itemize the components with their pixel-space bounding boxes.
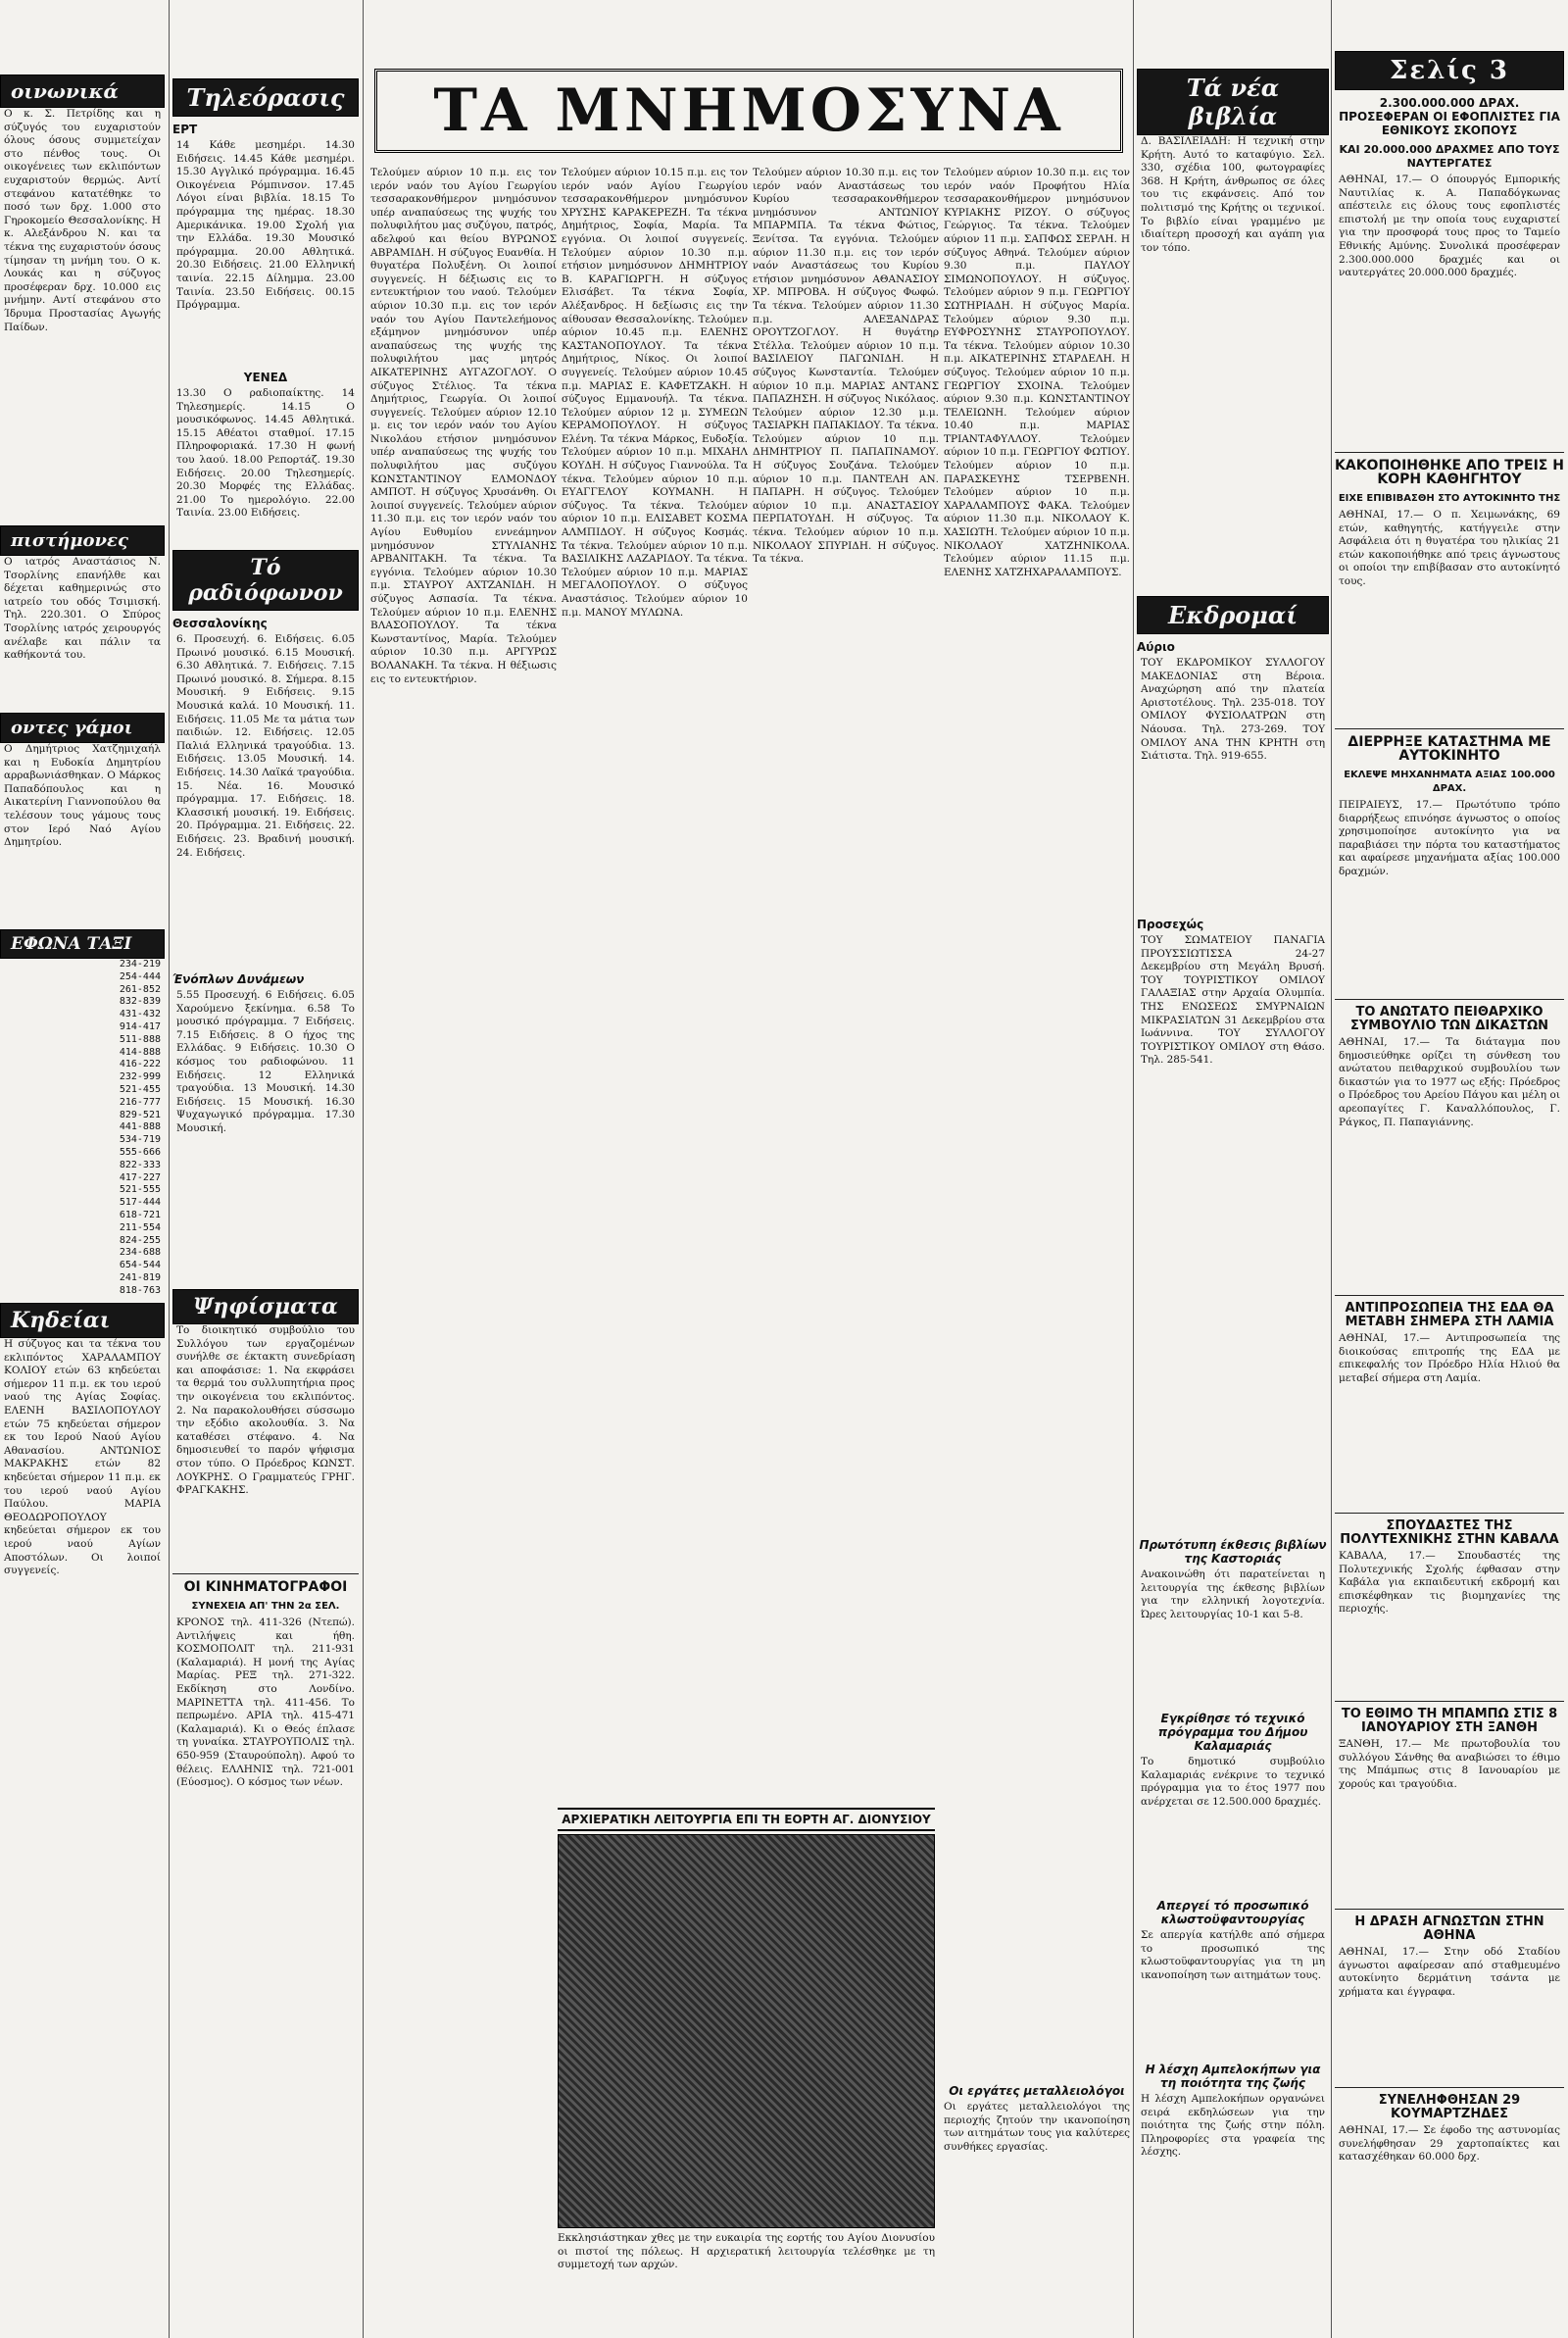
- rule: [1335, 999, 1564, 1000]
- headline-students: ΣΠΟΥΔΑΣΤΕΣ ΤΗΣ ΠΟΛΥΤΕΧΝΙΚΗΣ ΣΤΗΝ ΚΑΒΑΛΑ: [1340, 1518, 1559, 1547]
- headline-burglary: ΔΙΕΡΡΗΞΕ ΚΑΤΑΣΤΗΜΑ ΜΕ ΑΥΤΟΚΙΝΗΤΟ: [1348, 734, 1551, 764]
- headline-shipowners: 2.300.000.000 ΔΡΑΧ. ΠΡΟΣΕΦΕΡΑΝ ΟΙ ΕΦΟΠΛΙΣΤΕΣ ΓΙΑ ΕΘΝΙΚΟΥΣ ΣΚΟΠΟΥΣ: [1339, 96, 1560, 137]
- tv-banner: Τηλεόρασις: [172, 78, 359, 117]
- taxi-phone-number: 431-432: [119, 1009, 161, 1020]
- funerals-banner: Κηδείαι: [0, 1303, 165, 1338]
- rule: [1335, 1295, 1564, 1296]
- taxi-phone-number: 521-455: [119, 1083, 161, 1095]
- exhibition-title: Πρωτότυπη έκθεσις βιβλίων της Καστοριάς: [1139, 1538, 1327, 1566]
- taxi-phone-number: 441-888: [119, 1121, 161, 1133]
- yened-heading: ΥΕΝΕΔ: [243, 371, 288, 384]
- rule: [1335, 2087, 1564, 2088]
- news-column: [1335, 0, 1564, 2338]
- taxi-phone-number: 618-721: [119, 1209, 161, 1220]
- rule: [1335, 728, 1564, 729]
- subhead-seamen: ΚΑΙ 20.000.000 ΔΡΑΧΜΕΣ ΑΠΟ ΤΟΥΣ ΝΑΥΤΕΡΓΑΤΕΣ: [1339, 143, 1560, 170]
- headline-gamblers: ΣΥΝΕΛΗΦΘΗΣΑΝ 29 ΚΟΥΜΑΡΤΖΗΔΕΣ: [1378, 2093, 1521, 2121]
- tomorrow-heading: Αύριο: [1137, 640, 1175, 654]
- liturgy-photo-title: ΑΡΧΙΕΡΑΤΙΚΗ ΛΕΙΤΟΥΡΓΙΑ ΕΠΙ ΤΗ ΕΟΡΤΗ ΑΓ. ΔΙΟΝΥΣΙΟΥ: [558, 1808, 935, 1831]
- taxi-phone-number: 416-222: [119, 1059, 161, 1070]
- tomorrow-excursions: ΤΟΥ ΕΚΔΡΟΜΙΚΟΥ ΣΥΛΛΟΓΟΥ ΜΑΚΕΔΟΝΙΑΣ στη Βέροια. Αναχώρηση από την πλατεία Αριστοτέλους. Τηλ. 235-018. ΤΟΥ ΟΜΙΛΟΥ ΦΥΣΙΟΛΑΤΡΩΝ στη Νάουσα. Τηλ. 273-269. ΤΟΥ ΟΜΙΛΟΥ ΑΝΑ ΤΗΝ ΚΡΗΤΗ στη Σιάτιστα. Τηλ. 919-655.: [1141, 657, 1325, 763]
- taxi-phone-number: 414-888: [119, 1046, 161, 1058]
- excursions-banner: Εκδρομαί: [1137, 596, 1329, 634]
- strike-title: Απεργεί τό προσωπικό κλωστοϋφαντουργίας: [1156, 1899, 1309, 1926]
- resolutions-banner: Ψηφίσματα: [172, 1289, 359, 1324]
- liturgy-photo-caption: Εκκλησιάστηκαν χθες με την ευκαιρία της εορτής του Αγίου Διονυσίου οι πιστοί της πόλεως. Η αρχιερατική λειτουργία τελέσθηκε με τη συμμετοχή των αρχών.: [558, 2232, 935, 2271]
- upcoming-heading: Προσεχώς: [1137, 918, 1204, 931]
- story-custom: ΞΑΝΘΗ, 17.— Με πρωτοβουλία του συλλόγου Σάνθης θα αναβιώσει το έθιμο της Μπάμπως στις 8 Ιανουαρίου με χορούς και τραγούδια.: [1339, 1738, 1560, 1790]
- column-rule: [1331, 0, 1332, 2338]
- club-text: Η λέσχη Αμπελοκήπων οργανώνει σειρά εκδηλώσεων για την ποιότητα της ζωής στην πόλη. Πληροφορίες στα γραφεία της λέσχης.: [1141, 2093, 1325, 2159]
- rule: [1335, 1701, 1564, 1702]
- taxi-phone-number: 417-227: [119, 1171, 161, 1183]
- taxi-phone-number: 818-763: [119, 1284, 161, 1296]
- taxi-phone-number: 241-819: [119, 1271, 161, 1283]
- exhibition-text: Ανακοινώθη ότι παρατείνεται η λειτουργία της έκθεσης βιβλίων για την ελληνική λογοτεχνία. Ώρες λειτουργίας 10-1 και 5-8.: [1141, 1568, 1325, 1620]
- taxi-phone-number: 232-999: [119, 1071, 161, 1083]
- left-strip: [0, 0, 165, 2338]
- headline-judges: ΤΟ ΑΝΩΤΑΤΟ ΠΕΙΘΑΡΧΙΚΟ ΣΥΜΒΟΥΛΙΟ ΤΩΝ ΔΙΚΑΣΤΩΝ: [1349, 1005, 1549, 1033]
- headline-custom: ΤΟ ΕΘΙΜΟ ΤΗ ΜΠΑΜΠΩ ΣΤΙΣ 8 ΙΑΝΟΥΑΡΙΟΥ ΣΤΗ ΞΑΝΘΗ: [1341, 1707, 1558, 1735]
- story-shipowners: ΑΘΗΝΑΙ, 17.— Ο όπουργός Εμπορικής Ναυτιλίας κ. Α. Παπαδόγκωνας απέστειλε εις όλους τους εφοπλιστές επιστολή με την οποία τους ευχαριστεί για την προσφορά τους προς το Ταμείο Εθνικής Αμύνης. Συνολικά προσέφεραν 2.300.000.000 δραχμές και οι ναυτεργάτες 20.000.000 δραχμές.: [1339, 174, 1560, 279]
- headline-thieves: Η ΔΡΑΣΗ ΑΓΝΩΣΤΩΝ ΣΤΗΝ ΑΘΗΝΑ: [1354, 1915, 1544, 1943]
- taxi-phone-number: 654-544: [119, 1260, 161, 1271]
- memorials-block: [367, 0, 1131, 2338]
- rule: [1335, 452, 1564, 453]
- rule: [1335, 1909, 1564, 1910]
- memorials-col-3: Τελούμεν αύριον 10.30 π.μ. εις τον ιερόν ναόν Αναστάσεως του Κυρίου τεσσαρακονθήμερον μνημόσυνον ΑΝΤΩΝΙΟΥ ΜΠΑΡΜΠΑ. Τα τέκνα Φώτιος, Ξενίτσα. Τα εγγόνια. Τελούμεν αύριον 11.30 π.μ. εις τον ιερόν ναόν Αναστάσεως του Κυρίου ετήσιον μνημόσυνον ΑΘΑΝΑΣΙΟΥ ΧΡ. ΜΠΡΟΒΑ. Η σύζυγος Φωφώ. Τα τέκνα. Τελούμεν αύριον 11.30 π.μ. ΑΛΕΞΑΝΔΡΑΣ ΟΡΟΥΤΖΟΓΛΟΥ. Η θυγάτηρ Στέλλα. Τελούμεν αύριον 10 π.μ. ΒΑΣΙΛΕΙΟΥ ΠΑΓΩΝΙΔΗ. Η σύζυγος Κωνσταντία. Τελούμεν αύριον 10 π.μ. ΜΑΡΙΑΣ ΑΝΤΑΝΣ ΠΑΠΑΖΗΣΗ. Η σύζυγος Νικόλαος. Τελούμεν αύριον 12.30 μ.μ. ΤΑΣΙΑΡΚΗ ΠΑΠΑΚΙΔΟΥ. Τα τέκνα. Τελούμεν αύριον 10 π.μ. ΔΗΜΗΤΡΙΟΥ Π. ΠΑΠΑΠΝΑΜΟΥ. Η σύζυγος Σουζάνα. Τελούμεν αύριον 10 π.μ. ΠΑΝΤΕΛΗ ΑΝ. ΠΑΠΑΡΗ. Η σύζυγος. Τελούμεν αύριον 10 π.μ. ΑΝΑΣΤΑΣΙΟΥ ΠΕΡΠΑΤΟΥΔΗ. Η σύζυγος. Τα τέκνα. Τελούμεν αύριον 10 π.μ. ΝΙΚΟΛΑΟΥ ΣΠΥΡΙΔΗ. Η σύζυγος. Τα τέκνα.: [753, 167, 939, 566]
- program-title: Εγκρίθησε τό τεχνικό πρόγραμμα του Δήμου Καλαμαριάς: [1157, 1712, 1308, 1753]
- miners-text: Οι εργάτες μεταλλειολόγοι της περιοχής ζητούν την ικανοποίηση των αιτημάτων τους για καλύτερες συνθήκες εργασίας.: [944, 2101, 1130, 2153]
- taxi-phone-number: 211-554: [119, 1221, 161, 1233]
- yened-program: 13.30 Ο ραδιοπαίκτης. 14 Τηλεσημερίς. 14.15 Ο μουσικόφωνος. 14.45 Αθλητικά. 15.15 Αθέατοι σταθμοί. 17.15 Πληροφοριακά. 17.30 Η φωνή του λαού. 18.00 Ρεπορτάζ. 19.30 Ειδήσεις. 20.00 Τηλεσημερίς. 20.30 Μορφές της Ελλάδας. 21.00 Το ημερολόγιο. 22.00 Ταινία. 23.00 Ειδήσεις.: [176, 387, 355, 520]
- strike-text: Σε απεργία κατήλθε από σήμερα το προσωπικό της κλωστοϋφαντουργίας για τη μη ικανοποίηση των αιτημάτων τους.: [1141, 1929, 1325, 1981]
- thessaloniki-heading: Θεσσαλονίκης: [172, 617, 268, 630]
- taxi-phone-number: 511-888: [119, 1033, 161, 1045]
- taxi-phone-number: 534-719: [119, 1134, 161, 1146]
- taxi-phone-number: 234-219: [119, 959, 161, 970]
- taxi-phone-number: 254-444: [119, 970, 161, 982]
- miners-title: Οι εργάτες μεταλλειολόγοι: [949, 2084, 1125, 2098]
- rule: [172, 1573, 359, 1574]
- taxi-phone-number: 555-666: [119, 1146, 161, 1158]
- social-banner: οινωνικά: [0, 75, 165, 108]
- weddings-text: Ο Δημήτριος Χατζημιχαήλ και η Ευδοκία Δημητρίου αρραβωνιάσθηκαν. Ο Μάρκος Παπαδόπουλος και η Αικατερίνη Γιαννοπούλου θα τελέσουν τους γάμους τους στον Ιερό Ναό Αγίου Δημητρίου.: [4, 743, 161, 849]
- memorials-title: ΤΑ ΜΝΗΜΟΣΥΝΑ: [374, 69, 1123, 153]
- taxi-phone-number: 914-417: [119, 1020, 161, 1032]
- story-burglary: ΠΕΙΡΑΙΕΥΣ, 17.— Πρωτότυπο τρόπο διαρρήξεως επινόησε άγνωστος ο οποίος χρησιμοποίησε αυτοκίνητο για να παραβιάσει την πόρτα του καταστήματος και αφαίρεσε μηχανήματα αξίας 100.000 δραχμών.: [1339, 799, 1560, 877]
- cinemas-text: ΚΡΟΝΟΣ τηλ. 411-326 (Ντεπώ). Αντιλήψεις και ήθη. ΚΟΣΜΟΠΟΛΙΤ τηλ. 211-931 (Καλαμαριά). Η μονή της Αγίας Μαρίας. ΡΕΞ τηλ. 271-322. Εκδίκηση στο Λονδίνο. ΜΑΡΙΝΕΤΤΑ τηλ. 411-456. Το πεπρωμένο. ΑΡΙΑ τηλ. 415-471 (Καλαμαριά). Κι ο Θεός έπλασε τη γυναίκα. ΣΤΑΥΡΟΥΠΟΛΙΣ τηλ. 650-959 (Σταυρούπολη). Αφού το θέλεις. ΕΛΛΗΝΙΣ τηλ. 721-001 (Εύοσμος). Ο κόσμος των νέων.: [176, 1617, 355, 1789]
- armed-forces-heading: Ένόπλων Δυνάμεων: [172, 972, 305, 986]
- taxi-phone-number: 521-555: [119, 1184, 161, 1196]
- story-students: ΚΑΒΑΛΑ, 17.— Σπουδαστές της Πολυτεχνικής Σχολής έφθασαν στην Καβάλα για εκπαιδευτική εκδρομή και επισκέφθηκαν τις βιομηχανίες της περιοχής.: [1339, 1550, 1560, 1616]
- memorials-col-1: Τελούμεν αύριον 10 π.μ. εις τον ιερόν ναόν του Αγίου Γεωργίου τεσσαρακονθήμερον μνημόσυνον υπέρ αναπαύσεως της ψυχής του πολυφιλήτου μας συζύγου, πατρός, αδελφού και θείου ΒΥΡΩΝΟΣ ΑΒΡΑΜΙΔΗ. Η σύζυγος Ευανθία. Η θυγατέρα Πολυξένη. Οι λοιποί συγγενείς. Η δέξιωσις εις το εντευκτήριον του ναού. Τελούμεν αύριον 10.30 π.μ. εις τον ιερόν ναόν του Αγίου Παντελεήμονος εξάμηνον μνημόσυνον υπέρ αναπαύσεως της ψυχής της πολυφιλήτου μας μητρός ΑΙΚΑΤΕΡΙΝΗΣ ΑΥΓΑΖΟΓΛΟΥ. Ο σύζυγος Στέλιος. Τα τέκνα Δημήτριος, Γεωργία. Οι λοιποί συγγενείς. Τελούμεν αύριον 12.10 μ. εις τον ιερόν ναόν του Αγίου Νικολάου ετήσιον μνημόσυνον υπέρ αναπαύσεως της ψυχής του πολυφιλήτου μας συζύγου ΚΩΝΣΤΑΝΤΙΝΟΥ ΕΛΜΟΝΔΟΥ ΑΜΠΟΤ. Η σύζυγος Χρυσάνθη. Οι λοιποί συγγενείς. Τελούμεν αύριον 11.30 π.μ. εις τον ιερόν ναόν του Αγίου Ευθυμίου εννεάμηνον μνημόσυνον ΣΤΥΛΙΑΝΗΣ ΑΡΒΑΝΙΤΑΚΗ. Τα τέκνα. Τα εγγόνια. Τελούμεν αύριον 10.30 π.μ. ΣΤΑΥΡΟΥ ΑΧΤΖΑΝΙΔΗ. Η σύζυγος Ασπασία. Τα τέκνα. Τελούμεν αύριον 10 π.μ. ΕΛΕΝΗΣ ΒΛΑΣΟΠΟΥΛΟΥ. Τα τέκνα Κωνσταντίνος, Μαρία. Τελούμεν αύριον 10.30 π.μ. ΑΡΓΥΡΩΣ ΒΟΛΑΝΑΚΗ. Τα τέκνα. Η θέξιωσις εις το εντευκτήριον.: [370, 167, 557, 685]
- scientists-text: Ο ιατρός Αναστάσιος Ν. Τσορλίνης επανήλθε και δέχεται καθημερινώς στο ιατρείο του οδός Τσιμισκή. Τηλ. 220.301. Ο Σπύρος Τσορλίνης ιατρός χειρουργός ανέλαβε και πάλιν τα καθήκοντά του.: [4, 556, 161, 662]
- taxi-phone-number: 261-852: [119, 983, 161, 995]
- liturgy-photo-block: [558, 1802, 935, 2275]
- story-eda: ΑΘΗΝΑΙ, 17.— Αντιπροσωπεία της διοικούσας επιτροπής της ΕΔΑ με επικεφαλής τον Πρόεδρο Ηλία Ηλιού θα μεταβεί σήμερα στη Λαμία.: [1339, 1332, 1560, 1384]
- liturgy-photo: [558, 1834, 935, 2228]
- armed-forces-program: 5.55 Προσευχή. 6 Ειδήσεις. 6.05 Χαρούμενο ξεκίνημα. 6.58 Το μουσικό πρόγραμμα. 7 Ειδήσεις. 7.15 Ειδήσεις. 8 Ο ήχος της Ελλάδας. 9 Ειδήσεις. 10.30 Ο κόσμος του ραδιοφώνου. 11 Ειδήσεις. 12 Ελληνικά τραγούδια. 13 Μουσική. 14.30 Ειδήσεις. 15 Μουσική. 16.30 Ψυχαγωγικό πρόγραμμα. 17.30 Μουσική.: [176, 989, 355, 1134]
- ert-heading: ΕΡΤ: [172, 123, 198, 136]
- club-title: Η λέσχη Αμπελοκήπων για τη ποιότητα της ζωής: [1145, 2063, 1321, 2090]
- memorials-col-4: Τελούμεν αύριον 10.30 π.μ. εις τον ιερόν ναόν Προφήτου Ηλία τεσσαρακονθήμερον μνημόσυνον ΚΥΡΙΑΚΗΣ ΡΙΖΟΥ. Ο σύζυγος Γεώργιος. Τα τέκνα. Τελούμεν αύριον 11 π.μ. ΣΑΠΦΩΣ ΣΕΡΛΗ. Η σύζυγος Αθηνά. Τελούμεν αύριον 9.30 π.μ. ΠΑΥΛΟΥ ΣΙΜΩΝΟΠΟΥΛΟΥ. Η σύζυγος. Τελούμεν αύριον 9 π.μ. ΓΕΩΡΓΙΟΥ ΣΩΤΗΡΙΑΔΗ. Η σύζυγος Μαρία. Τελούμεν αύριον 9.30 π.μ. ΕΥΦΡΟΣΥΝΗΣ ΣΤΑΥΡΟΠΟΥΛΟΥ. Τα τέκνα. Τελούμεν αύριον 10.30 π.μ. ΑΙΚΑΤΕΡΙΝΗΣ ΣΤΑΡΔΕΛΗ. Η σύζυγος. Τελούμεν αύριον 10 π.μ. ΓΕΩΡΓΙΟΥ ΣΧΟΙΝΑ. Τελούμεν αύριον 9.30 π.μ. ΚΩΝΣΤΑΝΤΙΝΟΥ ΤΕΛΕΙΩΝΗ. Τελούμεν αύριον 10.40 π.μ. ΜΑΡΙΑΣ ΤΡΙΑΝΤΑΦΥΛΛΟΥ. Τελούμεν αύριον 10 π.μ. ΓΕΩΡΓΙΟΥ ΦΩΤΙΟΥ. Τελούμεν αύριον 10 π.μ. ΠΑΡΑΣΚΕΥΗΣ ΤΣΕΡΒΕΝΗ. Τελούμεν αύριον 10 π.μ. ΧΑΡΑΛΑΜΠΟΥΣ ΦΑΚΑ. Τελούμεν αύριον 11.30 π.μ. ΝΙΚΟΛΑΟΥ Κ. ΧΑΣΙΩΤΗ. Τελούμεν αύριον 10 π.μ. ΝΙΚΟΛΑΟΥ ΧΑΤΖΗΝΙΚΟΛΑ. Τελούμεν αύριον 11.15 π.μ. ΕΛΕΝΗΣ ΧΑΤΖΗΧΑΡΑΛΑΜΠΟΥΣ.: [944, 167, 1130, 578]
- taxi-phones-list: [0, 959, 165, 1297]
- subhead-assault: ΕΙΧΕ ΕΠΙΒΙΒΑΣΘΗ ΣΤΟ ΑΥΤΟΚΙΝΗΤΟ ΤΗΣ: [1338, 493, 1561, 504]
- social-text: Ο κ. Σ. Πετρίδης και η σύζυγός του ευχαριστούν όλους όσους συμμετείχαν στο πένθος τους. Οι οικογένειες των εκλιπόντων ευχαριστούν θερμώς. Αντί στεφάνου κατατέθηκε το ποσό των δρχ. 1.000 στο Γηροκομείο Θεσσαλονίκης. Η κ. Αλεξάνδρου Ν. και τα τέκνα της ευχαριστούν όσους τίμησαν τη μνήμη του. Ο κ. Λουκάς και η σύζυγος προσέφεραν δρχ. 10.000 εις μνήμην. Αντί στεφάνου στο Ίδρυμα Προστασίας Αγωγής Παίδων.: [4, 108, 161, 333]
- resolutions-text: Το διοικητικό συμβούλιο του Συλλόγου των εργαζομένων συνήλθε σε έκτακτη συνεδρίαση και αποφάσισε: 1. Να εκφράσει τα θερμά του συλλυπητήρια προς την οικογένεια του εκλιπόντος. 2. Να παρακολουθήσει σύσσωμο την εξόδιο ακολουθία. 3. Να καταθέσει στέφανο. 4. Να δημοσιευθεί το παρόν ψήφισμα στον τύπο. Ο Πρόεδρος ΚΩΝΣΤ. ΛΟΥΚΡΗΣ. Ο Γραμματεύς ΓΡΗΓ. ΦΡΑΓΚΑΚΗΣ.: [176, 1324, 355, 1497]
- taxi-phone-number: 822-333: [119, 1159, 161, 1170]
- taxi-phone-number: 824-255: [119, 1234, 161, 1246]
- radio-banner: Τό ραδιόφωνον: [172, 550, 359, 611]
- funerals-text: Η σύζυγος και τα τέκνα του εκλιπόντος ΧΑΡΑΛΑΜΠΟΥ ΚΟΛΙΟΥ ετών 63 κηδεύεται σήμερον 11 π.μ. εκ του ιερού ναού της Αγίας Σοφίας. ΕΛΕΝΗ ΒΑΣΙΛΟΠΟΥΛΟΥ ετών 75 κηδεύεται σήμερον εκ του Ιερού Ναού Αγίου Αθανασίου. ΑΝΤΩΝΙΟΣ ΜΑΚΡΑΚΗΣ ετών 82 κηδεύεται σήμερον 11 π.μ. εκ του ιερού ναού Αγίου Παύλου. ΜΑΡΙΑ ΘΕΟΔΩΡΟΠΟΥΛΟΥ κηδεύεται σήμερον εκ του ιερού ναού Αγίων Αποστόλων. Οι λοιποί συγγενείς.: [4, 1338, 161, 1577]
- books-banner: Τά νέα βιβλία: [1137, 69, 1329, 135]
- story-gamblers: ΑΘΗΝΑΙ, 17.— Σε έφοδο της αστυνομίας συνελήφθησαν 29 χαρτοπαίκτες και κατασχέθηκαν 60.000 δρχ.: [1339, 2124, 1560, 2164]
- upcoming-excursions: ΤΟΥ ΣΩΜΑΤΕΙΟΥ ΠΑΝΑΓΙΑ ΠΡΟΥΣΣΙΩΤΙΣΣΑ 24-27 Δεκεμβρίου στη Μεγάλη Βρυσή. ΤΟΥ ΤΟΥΡΙΣΤΙΚΟΥ ΟΜΙΛΟΥ ΓΑΛΑΞΙΑΣ στην Αρχαία Ολυμπία. ΤΗΣ ΕΝΩΣΕΩΣ ΣΜΥΡΝΑΙΩΝ ΜΙΚΡΑΣΙΑΤΩΝ 31 Δεκεμβρίου στα Ιωάννινα. ΤΟΥ ΣΥΛΛΟΓΟΥ ΤΟΥΡΙΣΤΙΚΟΥ ΟΜΙΛΟΥ στη Θάσο. Τηλ. 285-541.: [1141, 934, 1325, 1067]
- cinemas-subheading: ΣΥΝΕΧΕΙΑ ΑΠ' ΤΗΝ 2α ΣΕΛ.: [191, 1601, 340, 1612]
- taxi-phone-number: 517-444: [119, 1197, 161, 1209]
- cinemas-heading: ΟΙ ΚΙΝΗΜΑΤΟΓΡΑΦΟΙ: [183, 1579, 348, 1595]
- page-number-tag: Σελίς 3: [1335, 51, 1564, 90]
- story-judges: ΑΘΗΝΑΙ, 17.— Τα διάταγμα που δημοσιεύθηκε ορίζει τη σύνθεση του ανώτατου πειθαρχικού συμβουλίου των δικαστών για το 1977 ως εξής: Πρόεδρος ο Πρόεδρος του Αρείου Πάγου και μέλη οι αρεοπαγίτες Γ. Καναλλόπουλος, Γ. Ράγκος, Π. Παπαγιάννης.: [1339, 1036, 1560, 1128]
- taxi-phone-number: 234-688: [119, 1247, 161, 1259]
- column-rule: [1133, 0, 1134, 2338]
- rule: [1335, 1513, 1564, 1514]
- program-text: Το δημοτικό συμβούλιο Καλαμαριάς ενέκρινε το τεχνικό πρόγραμμα για το έτος 1977 που ανέρχεται σε 12.500.000 δραχμές.: [1141, 1756, 1325, 1808]
- column-rule: [169, 0, 170, 2338]
- story-assault: ΑΘΗΝΑΙ, 17.— Ο π. Χειμωνάκης, 69 ετών, καθηγητής, κατήγγειλε στην Ασφάλεια ότι η θυγατέρα του ηλικίας 21 ετών κακοποιήθηκε από τρεις άγνωστους οι οποίοι την επιβίβασαν στο αυτοκίνητό τους.: [1339, 509, 1560, 587]
- ert-program: 14 Κάθε μεσημέρι. 14.30 Ειδήσεις. 14.45 Κάθε μεσημέρι. 15.30 Αγγλικό πρόγραμμα. 16.45 Οικογένεια Ρόμπινσον. 17.45 Λόγοι είναι βιβλία. 18.15 Το πρόγραμμα της ημέρας. 18.30 Αμερικάνικα. 19.00 Σχολή για την Ελλάδα. 19.30 Μουσικό πρόγραμμα. 20.00 Αθλητικά. 20.30 Ειδήσεις. 21.00 Ελληνική ταινία. 22.15 Δίλημμα. 23.00 Ταινία. 23.50 Ειδήσεις. 00.15 Πρόγραμμα.: [176, 139, 355, 312]
- tv-radio-column: [172, 0, 359, 2338]
- books-column: [1137, 0, 1329, 2338]
- scientists-banner: πιστήμονες: [0, 525, 165, 556]
- taxi-phone-number: 832-839: [119, 996, 161, 1008]
- column-rule: [363, 0, 364, 2338]
- taxi-phone-number: 216-777: [119, 1096, 161, 1108]
- books-text: Δ. ΒΑΣΙΛΕΙΑΔΗ: Η τεχνική στην Κρήτη. Αυτό το καταφύγιο. Σελ. 330, σχέδια 100, φωτογραφίες 368. Η Κρήτη, άνθρωπος σε όλες του τις εκφάνσεις. Από τον πολιτισμό της Κρήτης οι τεχνικοί. Το βιβλίο είναι γραμμένο με ιδιαίτερη προσοχή και αγάπη για τον τόπο.: [1141, 135, 1325, 254]
- weddings-banner: οντες γάμοι: [0, 713, 165, 743]
- taxi-phones-banner: ΕΦΩΝΑ ΤΑΞΙ: [0, 929, 165, 959]
- subhead-burglary: ΕΚΛΕΨΕ ΜΗΧΑΝΗΜΑΤΑ ΑΞΙΑΣ 100.000 ΔΡΑΧ.: [1344, 770, 1555, 794]
- miners-box: [940, 2078, 1131, 2157]
- headline-assault: ΚΑΚΟΠΟΙΗΘΗΚΕ ΑΠΟ ΤΡΕΙΣ Η ΚΟΡΗ ΚΑΘΗΓΗΤΟΥ: [1335, 458, 1564, 487]
- thessaloniki-program: 6. Προσευχή. 6. Ειδήσεις. 6.05 Πρωινό μουσικό. 6.15 Μουσική. 6.30 Αθλητικά. 7. Ειδήσεις. 7.15 Πρωινό μουσικό. 8. Σήμερα. 8.15 Μουσική. 9 Ειδήσεις. 9.15 Μουσικά καλά. 10 Μουσική. 11. Ειδήσεις. 11.05 Με τα μάτια των παιδιών. 12. Ειδήσεις. 12.05 Παλιά Ελληνικά τραγούδια. 13. Ειδήσεις. 13.05 Μουσική. 14. Ειδήσεις. 14.30 Λαϊκά τραγούδια. 15. Νέα. 16. Μουσικό πρόγραμμα. 17. Ειδήσεις. 18. Κλασσική μουσική. 19. Ειδήσεις. 20. Πρόγραμμα. 21. Ειδήσεις. 22. Ειδήσεις. 23. Βραδινή μουσική. 24. Ειδήσεις.: [176, 633, 355, 859]
- taxi-phone-number: 829-521: [119, 1109, 161, 1120]
- memorials-col-2: Τελούμεν αύριον 10.15 π.μ. εις τον ιερόν ναόν Αγίου Γεωργίου τεσσαρακονθήμερον μνημόσυνον ΧΡΥΣΗΣ ΚΑΡΑΚΕΡΕΖΗ. Τα τέκνα Δημήτριος, Σοφία, Μαρία. Τα εγγόνια. Οι λοιποί συγγενείς. Τελούμεν αύριον 10.30 π.μ. ετήσιον μνημόσυνον ΔΗΜΗΤΡΙΟΥ Β. ΚΑΡΑΓΙΩΡΓΗ. Η σύζυγος Ελισάβετ. Τα τέκνα Σοφία, Αλέξανδρος. Η δεξίωσις εις την αίθουσαν Θεσσαλονίκης. Τελούμεν αύριον 10.45 π.μ. ΕΛΕΝΗΣ ΚΑΣΤΑΝΟΠΟΥΛΟΥ. Τα τέκνα Δημήτριος, Νίκος. Οι λοιποί συγγενείς. Τελούμεν αύριον 10.45 π.μ. ΜΑΡΙΑΣ Ε. ΚΑΦΕΤΖΑΚΗ. Η σύζυγος Εμμανουήλ. Τα τέκνα. Τελούμεν αύριον 12 μ. ΣΥΜΕΩΝ ΚΕΡΑΜΟΠΟΥΛΟΥ. Η σύζυγος Ελένη. Τα τέκνα Μάρκος, Ευδοξία. Τελούμεν αύριον 10 π.μ. ΜΙΧΑΗΛ ΚΟΥΔΗ. Η σύζυγος Γιαννούλα. Τα τέκνα. Τελούμεν αύριον 10 π.μ. ΕΥΑΓΓΕΛΟΥ ΚΟΥΜΑΝΗ. Η σύζυγος. Τα τέκνα. Τελούμεν αύριον 10 π.μ. ΕΛΙΣΑΒΕΤ ΚΟΣΜΑ ΑΛΜΠΙΔΟΥ. Η σύζυγος Κοσμάς. Τα τέκνα. Τελούμεν αύριον 10 π.μ. ΒΑΣΙΛΙΚΗΣ ΛΑΖΑΡΙΔΟΥ. Τα τέκνα. Τελούμεν αύριον 10 π.μ. ΜΑΡΙΑΣ ΜΕΓΑΛΟΠΟΥΛΟΥ. Ο σύζυγος Αναστάσιος. Τελούμεν αύριον 10 π.μ. ΜΑΝΟΥ ΜΥΛΩΝΑ.: [562, 167, 748, 619]
- headline-eda: ΑΝΤΙΠΡΟΣΩΠΕΙΑ ΤΗΣ ΕΔΑ ΘΑ ΜΕΤΑΒΗ ΣΗΜΕΡΑ ΣΤΗ ΛΑΜΙΑ: [1345, 1301, 1554, 1329]
- story-thieves: ΑΘΗΝΑΙ, 17.— Στην οδό Σταδίου άγνωστοι αφαίρεσαν από σταθμευμένο αυτοκίνητο δερμάτινη τσάντα με χρήματα και έγγραφα.: [1339, 1946, 1560, 1998]
